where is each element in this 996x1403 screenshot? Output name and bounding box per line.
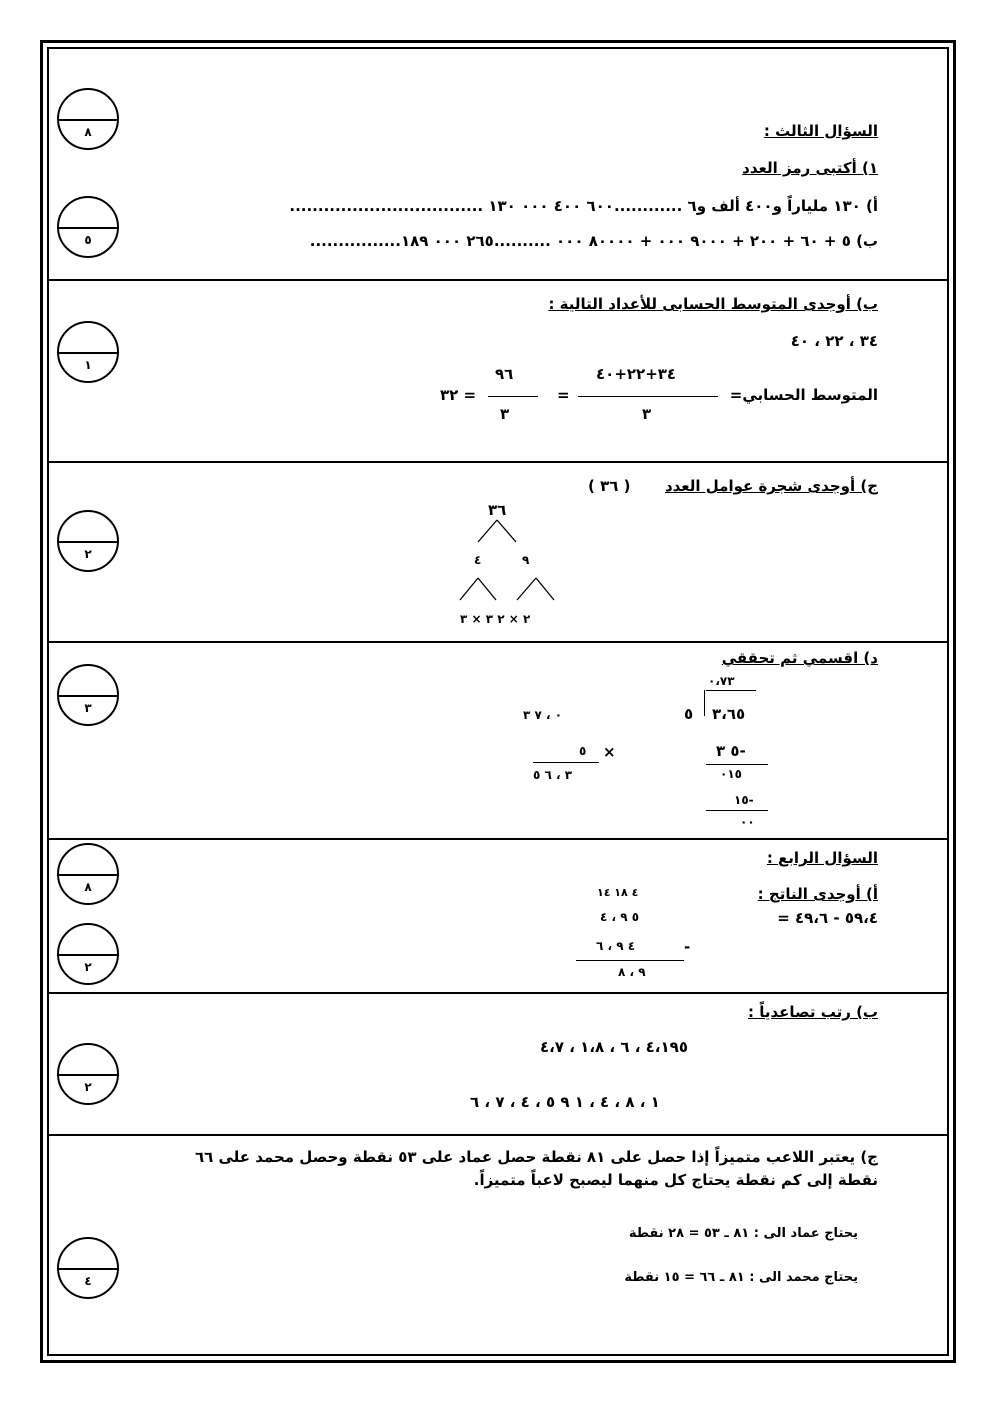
- mean-result: = ٣٢: [440, 386, 477, 404]
- mean-numerator-2: ٩٦: [495, 365, 514, 383]
- ordering-given: ٤،١٩٥ ، ٦ ، ١،٨ ، ٤،٧: [540, 1038, 688, 1056]
- section-divider: [49, 279, 947, 281]
- mean-denominator-2: ٣: [500, 405, 510, 423]
- check-multiplicand: ٠ ، ٧ ٣: [523, 708, 563, 722]
- part-1-title: ١) أكتبى رمز العدد: [742, 159, 878, 177]
- check-multiplier: ٥: [579, 744, 587, 758]
- tree-root: ٣٦: [488, 501, 507, 519]
- tree-right: ٩: [522, 553, 530, 567]
- subtrahend: ٤ ٩ ، ٦: [596, 939, 636, 953]
- score-circle: ٨: [57, 88, 119, 150]
- score-circle: ٣: [57, 664, 119, 726]
- difference: ٩ ، ٨: [618, 965, 646, 979]
- question-3-title: السؤال الثالث :: [763, 122, 878, 140]
- mean-numerator-1: ٣٤+٢٢+٤٠: [596, 365, 677, 383]
- division-step-rule: [706, 810, 768, 811]
- mean-numbers: ٣٤ ، ٢٢ ، ٤٠: [790, 332, 878, 350]
- fraction-bar: [488, 396, 538, 397]
- borrow-digits: ٤ ١٨ ١٤: [597, 886, 639, 899]
- answer-mohamed: يحتاج محمد الى : ٨١ ـ ٦٦ = ١٥ نقطة: [624, 1270, 858, 1285]
- mean-title: ب) أوجدى المتوسط الحسابى للأعداد التالية :: [548, 295, 878, 313]
- question-4-title: السؤال الرابع :: [766, 849, 878, 867]
- mean-equals: =: [557, 386, 570, 404]
- mean-denominator-1: ٣: [642, 405, 652, 423]
- tree-leaves: ٢ × ٢ ٣ × ٣: [460, 612, 531, 626]
- answer-emad: يحتاج عماد الى : ٨١ ـ ٥٣ = ٢٨ نقطة: [628, 1226, 858, 1241]
- score-circle: ٨: [57, 843, 119, 905]
- score-circle: ٢: [57, 510, 119, 572]
- section-divider: [49, 992, 947, 994]
- division-step-3: -١٥: [734, 793, 754, 807]
- tree-left: ٤: [474, 553, 482, 567]
- division-step-4: ٠٠: [740, 815, 755, 829]
- score-circle: ٢: [57, 923, 119, 985]
- division-dividend: ٣،٦٥: [712, 705, 746, 723]
- section-divider: [49, 838, 947, 840]
- score-circle: ٢: [57, 1043, 119, 1105]
- division-step-1: -٥ ٣: [716, 742, 746, 760]
- fraction-bar: [578, 396, 718, 397]
- division-divisor: ٥: [684, 705, 694, 723]
- section-divider: [49, 461, 947, 463]
- division-step-rule: [706, 764, 768, 765]
- word-problem-line-2: نقطة إلى كم نقطة يحتاج كل منهما ليصبح لاعباً متميزاً.: [473, 1171, 878, 1189]
- division-bar: [706, 690, 756, 691]
- factor-tree-number: ( ٣٦ ): [588, 477, 631, 495]
- division-quotient: ٠،٧٣: [708, 674, 735, 688]
- division-title: د) اقسمي ثم تحققي: [721, 649, 878, 667]
- section-divider: [49, 641, 947, 643]
- factor-tree-branches: [450, 500, 570, 610]
- subtraction-expression: ٥٩،٤ - ٤٩،٦ =: [777, 909, 878, 927]
- part-1b-line: ب) ٥ + ٦٠ + ٢٠٠ + ٩٠٠٠ ٠٠٠ + ٨٠٠٠٠ ٠٠٠ ..........٢٦٥ ٠٠٠ ١٨٩................: [309, 232, 878, 250]
- minuend: ٥ ٩ ، ٤: [600, 910, 640, 924]
- mean-label: المتوسط الحسابي=: [729, 386, 878, 404]
- minus-sign: -: [684, 938, 691, 956]
- ordering-title: ب) رتب تصاعدياً :: [748, 1003, 878, 1021]
- score-circle: ٥: [57, 196, 119, 258]
- section-divider: [49, 1134, 947, 1136]
- check-rule: [533, 762, 599, 763]
- division-bracket: [704, 690, 705, 716]
- word-problem-line-1: ج) يعتبر اللاعب متميزاً إذا حصل على ٨١ نقطة حصل عماد على ٥٣ نقطة وحصل محمد على ٦٦: [194, 1148, 878, 1166]
- subtraction-rule: [576, 960, 684, 961]
- check-product: ٣ ، ٦ ٥: [533, 768, 573, 782]
- factor-tree-title: ج) أوجدى شجرة عوامل العدد: [664, 477, 878, 495]
- score-circle: ١: [57, 321, 119, 383]
- subtraction-title: أ) أوجدى الناتج :: [757, 885, 878, 903]
- division-step-2: ٠١٥: [720, 767, 742, 781]
- part-1a-line: أ) ١٣٠ ملياراً و٤٠٠ ألف و٦ ............٦٠٠ ٤٠٠ ٠٠٠ ١٣٠ ..................................: [289, 197, 878, 215]
- ordering-answer: ١ ، ٨ ، ٤ ، ١ ٩ ٥ ، ٤ ، ٧ ، ٦: [470, 1093, 660, 1111]
- score-circle: ٤: [57, 1237, 119, 1299]
- check-times-sign: ×: [603, 743, 616, 761]
